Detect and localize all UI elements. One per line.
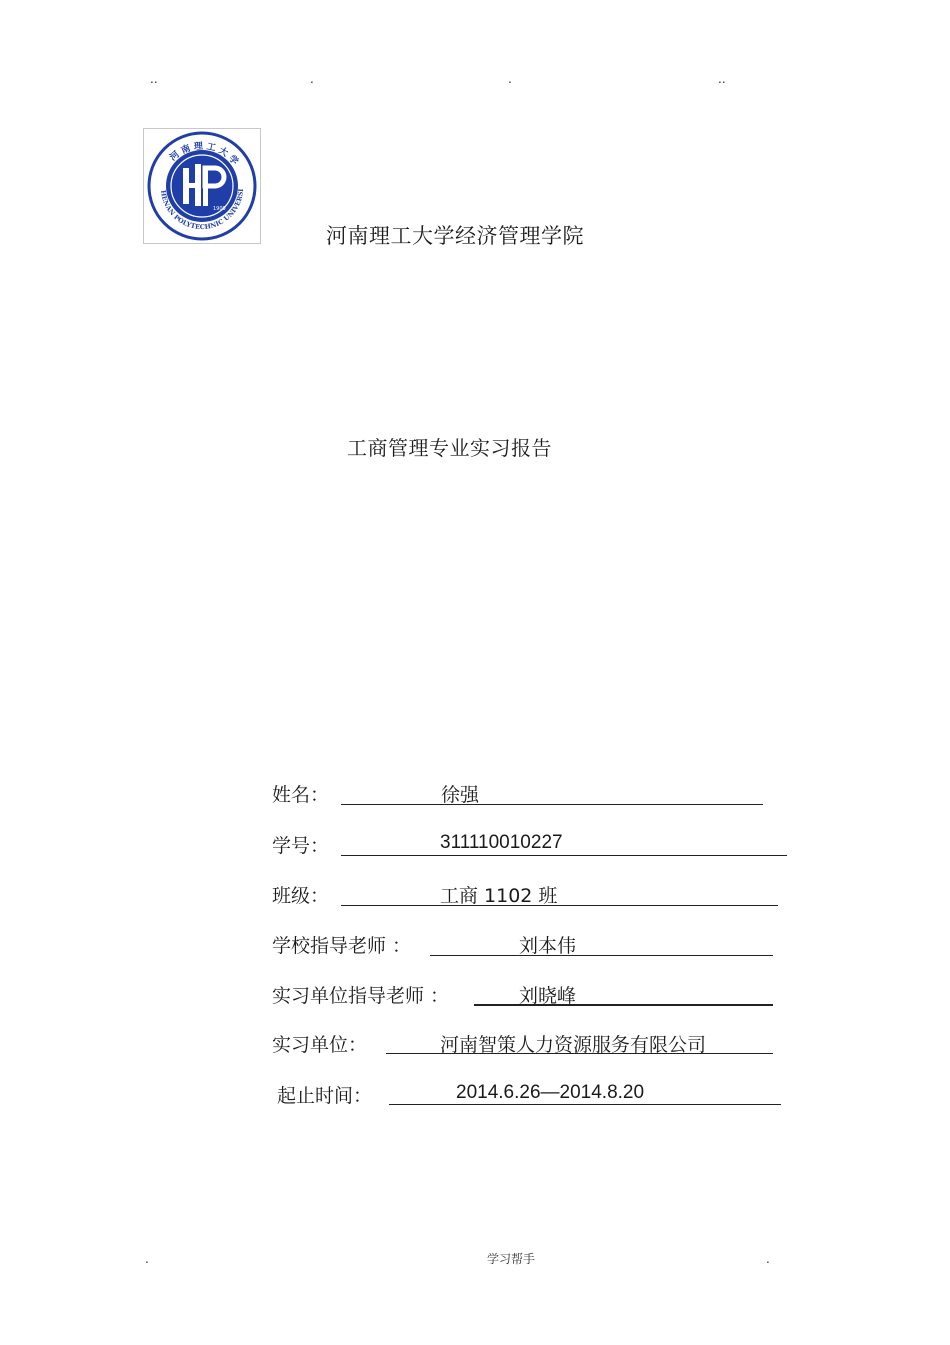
field-value-period: 2014.6.26—2014.8.20 — [456, 1082, 645, 1103]
field-value-name: 徐强 — [441, 784, 480, 806]
footer-left-mark: . — [145, 1252, 149, 1266]
field-underline-class — [341, 905, 778, 906]
field-label-period: 起止时间： — [277, 1085, 373, 1107]
field-value-school-advisor: 刘本伟 — [519, 935, 577, 957]
university-logo — [143, 128, 261, 244]
field-value-company: 河南智策人力资源服务有限公司 — [440, 1034, 707, 1056]
header-mark-2: . — [310, 72, 314, 86]
seal-year: 1909 — [213, 206, 226, 212]
field-label-name: 姓名： — [272, 784, 330, 806]
field-label-school-advisor: 学校指导老师 ： — [272, 935, 412, 957]
field-label-company-advisor: 实习单位指导老师 ： — [272, 985, 450, 1007]
field-label-company: 实习单位： — [272, 1034, 368, 1056]
footer-text: 学习帮手 — [487, 1252, 536, 1266]
field-underline-name — [341, 804, 763, 805]
field-underline-period — [389, 1104, 781, 1105]
field-label-student-id: 学号： — [272, 835, 330, 857]
field-underline-school-advisor — [430, 955, 773, 956]
field-value-student-id: 311110010227 — [440, 832, 563, 853]
svg-text:河 南 理 工 大 学: 河 南 理 工 大 学 — [168, 141, 240, 168]
field-underline-student-id — [341, 855, 787, 856]
header-mark-1: .. — [150, 72, 158, 86]
institution-name: 河南理工大学经济管理学院 — [326, 224, 584, 248]
field-value-company-advisor: 刘晓峰 — [519, 985, 577, 1007]
report-title: 工商管理专业实习报告 — [347, 436, 552, 460]
footer-right-mark: . — [766, 1252, 770, 1266]
university-seal-icon — [143, 128, 261, 244]
seal-arc-text: HENAN POLYTECHNIC UNIVERSI — [158, 188, 246, 232]
header-mark-4: .. — [718, 72, 726, 86]
field-label-class: 班级： — [272, 885, 330, 907]
field-value-class: 工商 1102 班 — [440, 885, 558, 907]
header-mark-3: . — [508, 72, 512, 86]
